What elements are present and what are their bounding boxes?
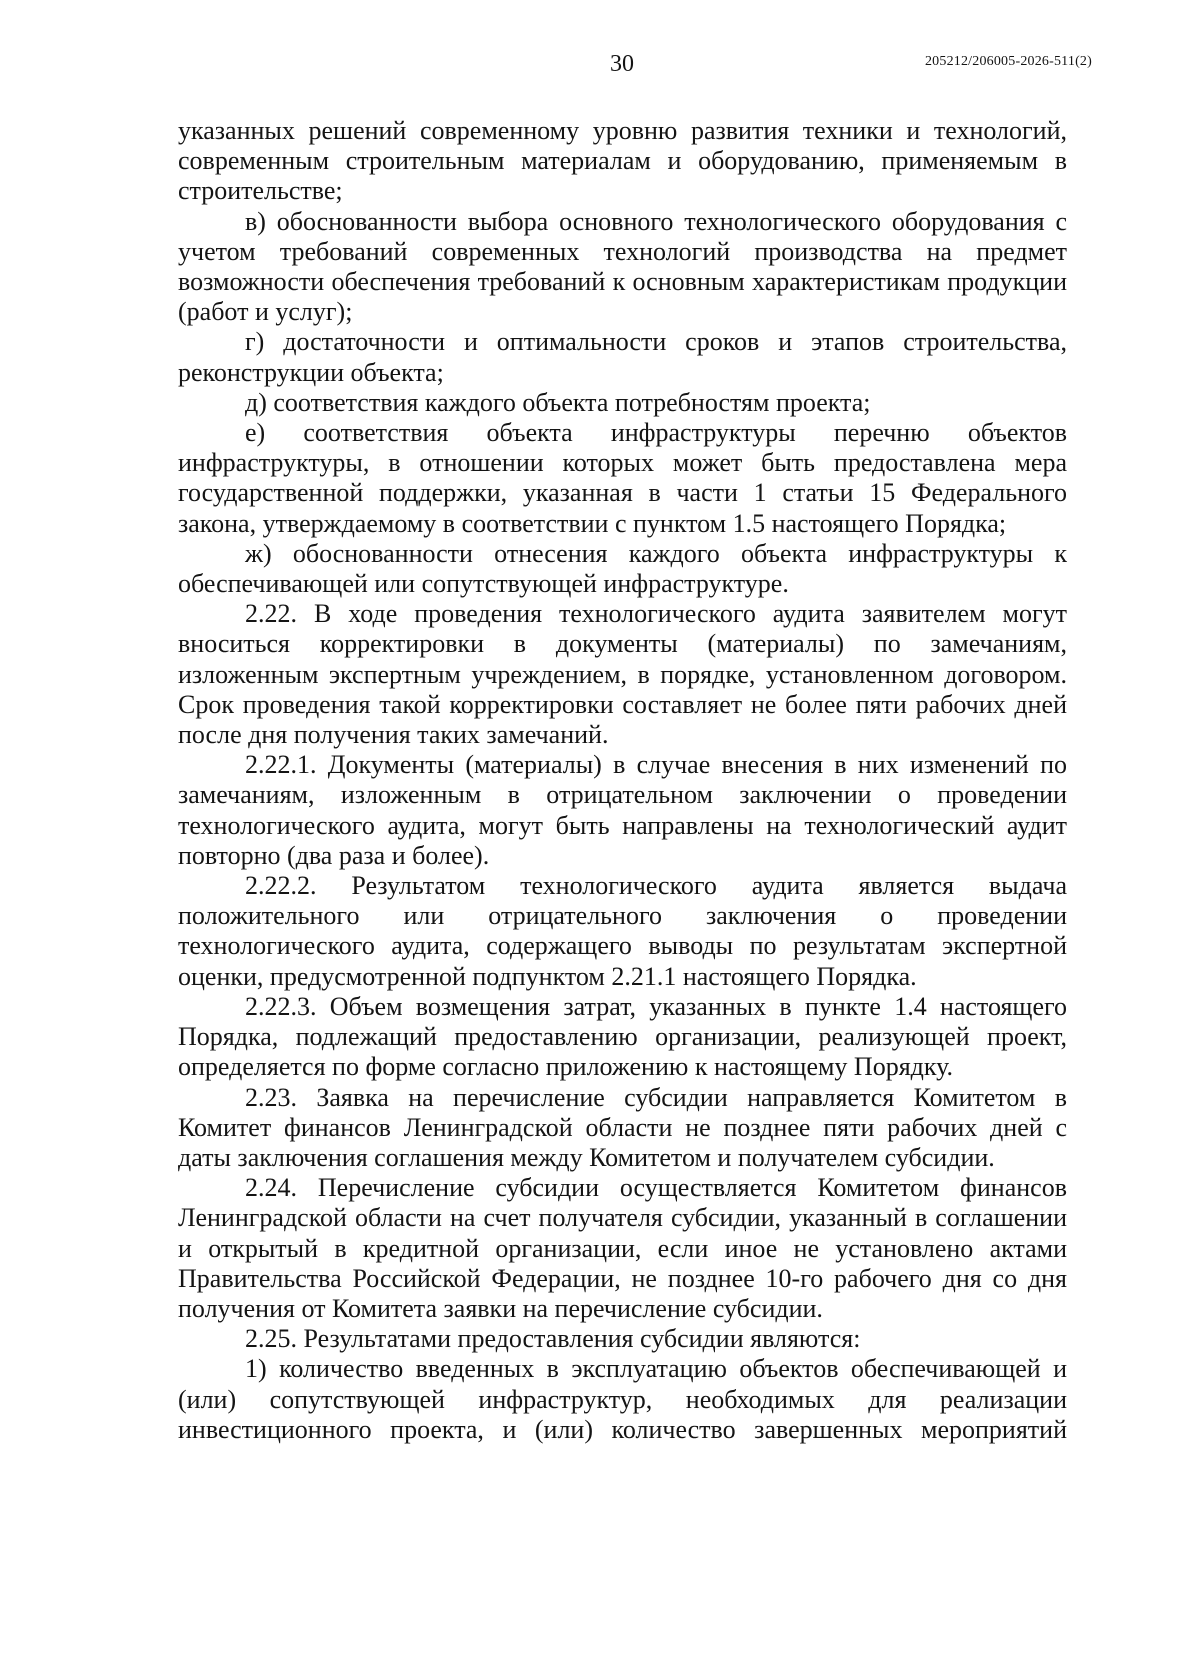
paragraph-2-25: 2.25. Результатами предоставления субсидии являются: [245,1324,861,1354]
paragraph-item-e: е) соответствия объекта инфраструктуры перечню объектов инфраструктуры, в отношении которых может быть предоставлена мера государственной поддержки, указанная в части 1 статьи 15 Федерального закона, утверждаемому в соответствии с пунктом 1.5 настоящего Порядка; [178,418,1067,538]
document-code: 205212/206005-2026-511(2) [924,54,1092,69]
paragraph-item-v: в) обоснованности выбора основного технологического оборудования с учетом требований современных технологий производства на предмет возможности обеспечения требований к основным характеристикам продукции (работ и услуг); [178,206,1067,327]
paragraph-2-23: 2.23. Заявка на перечисление субсидии направляется Комитетом в Комитет финансов Ленинградской области не позднее пяти рабочих дней с даты заключения соглашения между Комитетом и получателем субсидии. [178,1082,1067,1172]
paragraph-2-25-item-1: 1) количество введенных в эксплуатацию объектов обеспечивающей и (или) сопутствующей инфраструктур, необходимых для реализации инвестиционного проекта, и (или) количество завершенных мероприятий [178,1354,1067,1444]
page-number: 30 [610,51,634,77]
paragraph-item-zh: ж) обоснованности отнесения каждого объекта инфраструктуры к обеспечивающей или сопутствующей инфраструктуре. [178,538,1067,599]
paragraph-2-22-3: 2.22.3. Объем возмещения затрат, указанных в пункте 1.4 настоящего Порядка, подлежащий предоставлению организации, реализующей проект, определяется по форме согласно приложению к настоящему Порядку. [178,991,1067,1082]
paragraph-item-g: г) достаточности и оптимальности сроков и этапов строительства, реконструкции объекта; [178,327,1067,387]
paragraph-2-24: 2.24. Перечисление субсидии осуществляется Комитетом финансов Ленинградской области на счет получателя субсидии, указанный в соглашении и открытый в кредитной организации, если иное не установлено актами Правительства Российской Федерации, не позднее 10-го рабочего дня со дня получения от Комитета заявки на перечисление субсидии. [178,1173,1067,1323]
paragraph-item-d: д) соответствия каждого объекта потребностям проекта; [245,387,871,417]
paragraph-2-22-1: 2.22.1. Документы (материалы) в случае внесения в них изменений по замечаниям, изложенным в отрицательном заключении о проведении технологического аудита, могут быть направлены на технологический аудит повторно (два раза и более). [178,750,1067,870]
paragraph-continuation: указанных решений современному уровню развития техники и технологий, современным строительным материалам и оборудованию, применяемым в строительстве; [178,116,1067,206]
paragraph-2-22: 2.22. В ходе проведения технологического аудита заявителем могут вноситься корректировки в документы (материалы) по замечаниям, изложенным экспертным учреждением, в порядке, установленном договором. Срок проведения такой корректировки составляет не более пяти рабочих дней после дня получения таких замечаний. [178,599,1067,750]
document-body [178,116,1067,1445]
paragraph-2-22-2: 2.22.2. Результатом технологического аудита является выдача положительного или отрицательного заключения о проведении технологического аудита, содержащего выводы по результатам экспертной оценки, предусмотренной подпунктом 2.21.1 настоящего Порядка. [178,871,1067,991]
